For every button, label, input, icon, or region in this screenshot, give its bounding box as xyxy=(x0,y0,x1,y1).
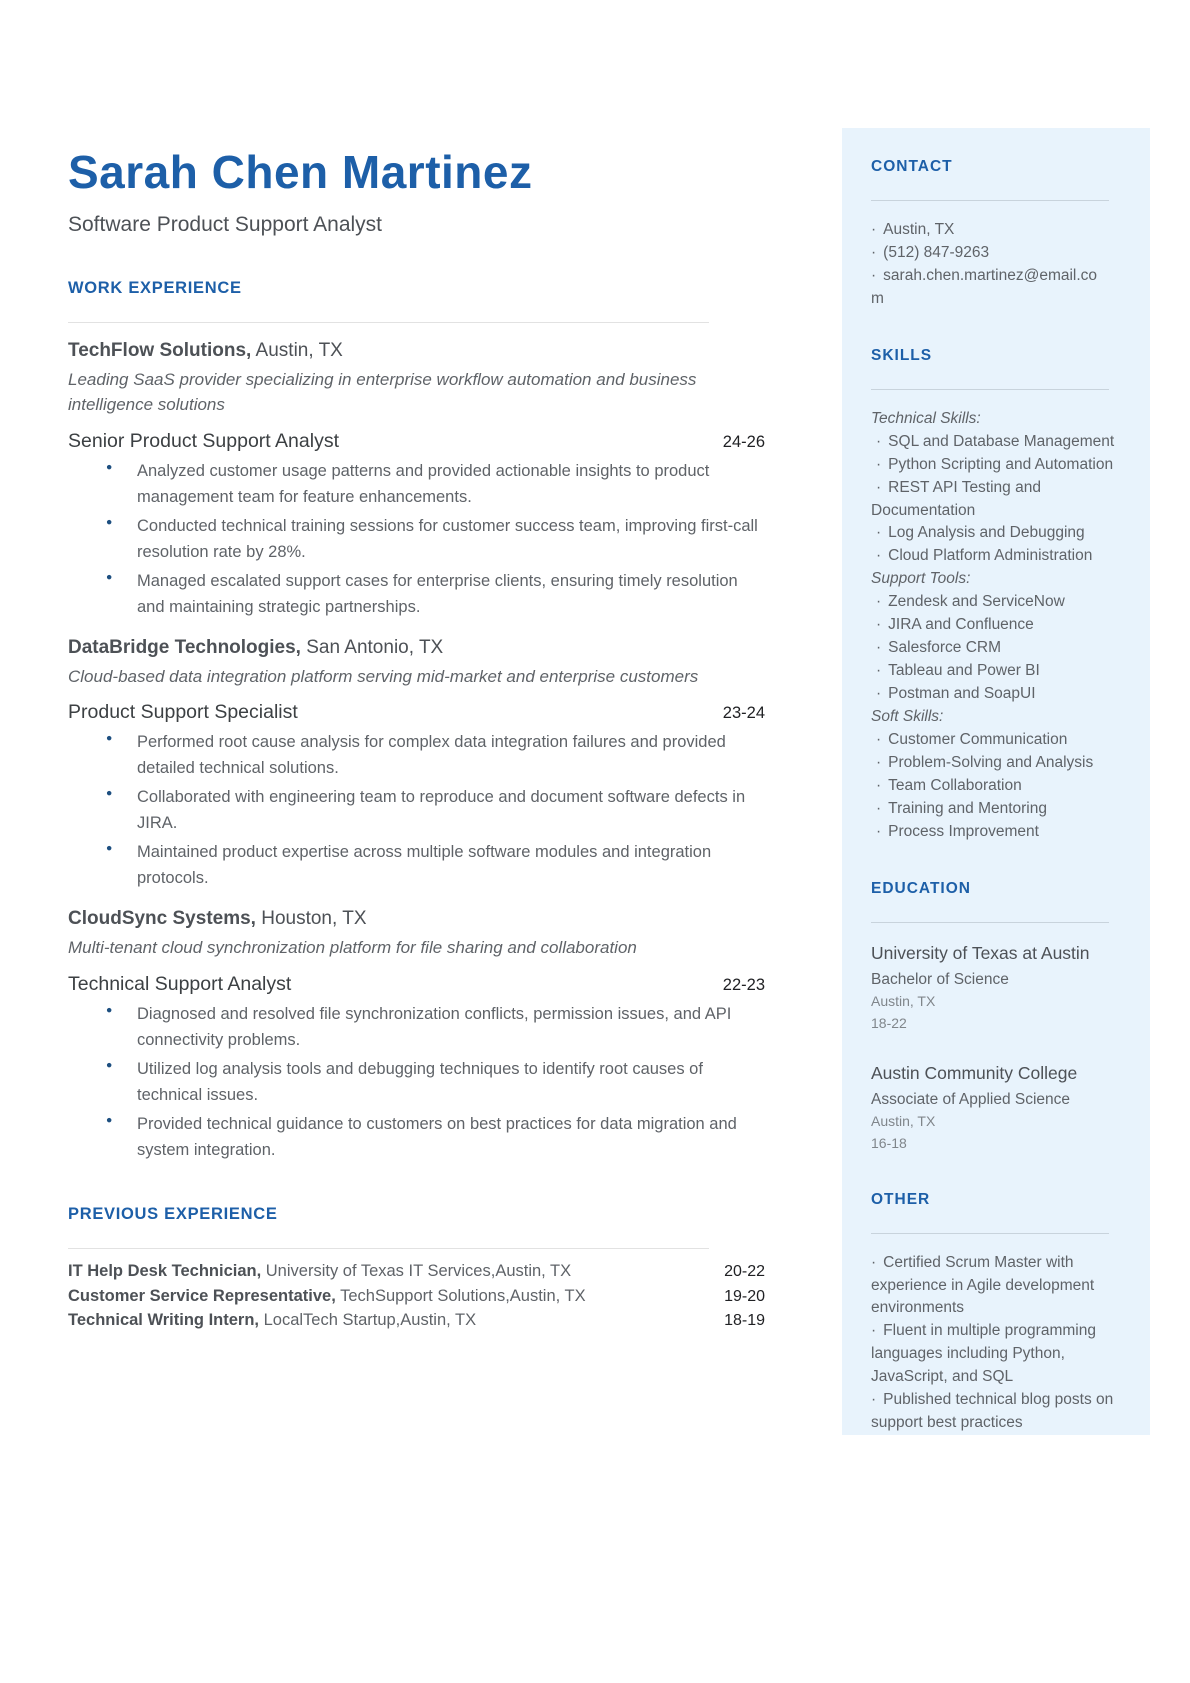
degree: Bachelor of Science xyxy=(871,970,1009,988)
previous-role-line xyxy=(68,1259,571,1283)
job-bullet: ● Performed root cause analysis for complex data integration failures and provided detailed technical solutions. xyxy=(68,729,765,781)
skill-item xyxy=(871,683,1121,706)
previous-dates: 19-20 xyxy=(724,1287,765,1305)
bullet-dot: · xyxy=(876,478,882,496)
skill-item xyxy=(871,431,1121,454)
bullet-dot: · xyxy=(871,1253,877,1271)
role-row xyxy=(68,701,765,724)
company-location: Houston, TX xyxy=(261,908,367,930)
skills-group xyxy=(871,568,1121,706)
job-dates: 22-23 xyxy=(722,975,765,994)
job-entry xyxy=(68,906,765,1163)
skills-group xyxy=(871,706,1121,844)
job-dates: 23-24 xyxy=(722,704,765,723)
bullet-dot: · xyxy=(876,799,882,817)
bullet-dot: · xyxy=(876,593,882,611)
skill-value: SQL and Database Management xyxy=(888,432,1115,450)
skill-item xyxy=(871,821,1121,844)
other-item xyxy=(871,1320,1121,1389)
previous-dates: 20-22 xyxy=(724,1262,765,1280)
skill-item xyxy=(871,729,1121,752)
skills-group xyxy=(871,408,1121,569)
school-location: Austin, TX xyxy=(871,1113,936,1130)
company-line xyxy=(68,906,765,932)
skill-value: Log Analysis and Debugging xyxy=(888,524,1085,542)
job-bullet: ● Analyzed customer usage patterns and provided actionable insights to product management team for feature enhancements. xyxy=(68,458,765,510)
previous-experience-row xyxy=(68,1308,765,1333)
bullet-dot: · xyxy=(876,662,882,680)
previous-experience-row xyxy=(68,1284,765,1309)
skill-item xyxy=(871,522,1121,545)
bullet-dot: · xyxy=(871,243,877,261)
sidebar xyxy=(842,128,1150,1435)
work-experience-jobs xyxy=(68,338,765,1163)
education-list xyxy=(871,941,1121,1155)
skill-item xyxy=(871,775,1121,798)
job-bullet: ● Utilized log analysis tools and debugging techniques to identify root causes of technical issues. xyxy=(68,1056,765,1108)
sidebar-divider xyxy=(871,389,1109,390)
bullet-dot: · xyxy=(871,1391,877,1409)
person-name: Sarah Chen Martinez xyxy=(68,146,533,198)
school-location: Austin, TX xyxy=(871,993,936,1010)
skills-groups xyxy=(871,408,1121,844)
job-title: Senior Product Support Analyst xyxy=(68,429,339,452)
skill-item xyxy=(871,545,1121,568)
other-list xyxy=(871,1252,1121,1436)
previous-org: LocalTech Startup,Austin, TX xyxy=(263,1311,477,1330)
contact-value: sarah.chen.martinez@email.com xyxy=(871,266,1098,307)
skill-value: Python Scripting and Automation xyxy=(888,455,1114,473)
job-bullet-list xyxy=(68,458,765,620)
role-row xyxy=(68,430,765,453)
bullet-dot: · xyxy=(876,685,882,702)
skill-item xyxy=(871,591,1121,614)
bullet-dot: · xyxy=(876,547,882,565)
skill-item xyxy=(871,477,1121,523)
previous-role-line xyxy=(68,1308,476,1332)
previous-experience-heading: PREVIOUS EXPERIENCE xyxy=(68,1204,278,1223)
company-description: Multi-tenant cloud synchronization platform for file sharing and collaboration xyxy=(68,938,637,958)
bullet-dot: · xyxy=(876,432,882,450)
section-divider xyxy=(68,322,709,323)
school-dates: 16-18 xyxy=(871,1134,907,1151)
skill-value: REST API Testing and Documentation xyxy=(871,478,1041,519)
company-name: DataBridge Technologies, xyxy=(68,636,301,658)
skill-item xyxy=(871,454,1121,477)
previous-org: University of Texas IT Services,Austin, TX xyxy=(265,1261,572,1280)
bullet-dot: · xyxy=(871,221,877,238)
skill-value: Zendesk and ServiceNow xyxy=(888,593,1065,611)
skills-group-label: Technical Skills: xyxy=(871,409,981,427)
education-entry xyxy=(871,941,1121,1035)
work-experience-heading: WORK EXPERIENCE xyxy=(68,278,242,297)
contact-item xyxy=(871,219,1109,242)
skill-item xyxy=(871,752,1121,775)
role-row xyxy=(68,973,765,996)
job-bullet-list xyxy=(68,1001,765,1163)
main-column xyxy=(68,146,765,1333)
skill-value: Tableau and Power BI xyxy=(888,662,1040,680)
company-line xyxy=(68,338,765,364)
bullet-dot: · xyxy=(876,616,882,634)
bullet-dot: · xyxy=(876,524,882,542)
skills-heading: SKILLS xyxy=(871,346,933,364)
skills-group-label: Soft Skills: xyxy=(871,707,944,725)
skill-value: Postman and SoapUI xyxy=(888,685,1036,702)
education-heading: EDUCATION xyxy=(871,879,971,897)
previous-org: TechSupport Solutions,Austin, TX xyxy=(340,1286,586,1305)
other-value: Fluent in multiple programming languages including Python, JavaScript, and SQL xyxy=(871,1322,1096,1386)
school-dates: 18-22 xyxy=(871,1014,907,1031)
bullet-dot: · xyxy=(876,730,882,748)
job-bullet: ● Maintained product expertise across multiple software modules and integration protocols. xyxy=(68,839,765,891)
previous-experience-row xyxy=(68,1259,765,1284)
previous-role-line xyxy=(68,1284,586,1308)
bullet-dot: · xyxy=(876,753,882,771)
skill-value: Salesforce CRM xyxy=(888,639,1002,657)
person-title: Software Product Support Analyst xyxy=(68,212,383,236)
job-bullet: ● Conducted technical training sessions for customer success team, improving first-call resolution rate by 28%. xyxy=(68,513,765,565)
degree: Associate of Applied Science xyxy=(871,1090,1071,1108)
contact-value: Austin, TX xyxy=(883,221,955,238)
bullet-dot: · xyxy=(871,266,877,284)
sidebar-divider xyxy=(871,200,1109,201)
job-title: Product Support Specialist xyxy=(68,701,298,724)
sidebar-divider xyxy=(871,1233,1109,1234)
skill-item xyxy=(871,637,1121,660)
job-dates: 24-26 xyxy=(722,432,765,451)
previous-dates: 18-19 xyxy=(724,1312,765,1330)
contact-item xyxy=(871,242,1109,265)
skill-value: JIRA and Confluence xyxy=(888,616,1034,634)
company-location: San Antonio, TX xyxy=(306,636,444,658)
job-entry xyxy=(68,338,765,620)
contact-item xyxy=(871,265,1109,311)
skills-group-items xyxy=(871,729,1121,844)
job-bullet: ● Provided technical guidance to customers on best practices for data migration and system integration. xyxy=(68,1111,765,1163)
job-entry xyxy=(68,635,765,892)
job-bullet-list xyxy=(68,729,765,891)
skill-item xyxy=(871,660,1121,683)
company-name: TechFlow Solutions, xyxy=(68,339,252,361)
job-bullet: ● Collaborated with engineering team to reproduce and document software defects in JIRA. xyxy=(68,784,765,836)
skill-item xyxy=(871,614,1121,637)
previous-role: Customer Service Representative, xyxy=(68,1286,336,1305)
company-description: Leading SaaS provider specializing in enterprise workflow automation and business intelligence solutions xyxy=(68,369,697,415)
contact-list xyxy=(871,219,1121,311)
job-bullet: ● Managed escalated support cases for enterprise clients, ensuring timely resolution and maintaining strategic partnerships. xyxy=(68,568,765,620)
skill-value: Training and Mentoring xyxy=(888,799,1047,817)
job-title: Technical Support Analyst xyxy=(68,972,292,995)
company-line xyxy=(68,635,765,661)
skill-value: Problem-Solving and Analysis xyxy=(888,753,1094,771)
previous-experience-list xyxy=(68,1259,765,1333)
skills-group-label: Support Tools: xyxy=(871,570,971,588)
bullet-dot: · xyxy=(876,822,882,840)
other-item xyxy=(871,1389,1121,1435)
company-name: CloudSync Systems, xyxy=(68,908,256,930)
bullet-dot: · xyxy=(876,455,882,473)
bullet-dot: · xyxy=(876,776,882,794)
other-value: Certified Scrum Master with experience in Agile development environments xyxy=(871,1253,1095,1317)
section-divider xyxy=(68,1248,709,1249)
other-item xyxy=(871,1252,1121,1321)
contact-heading: CONTACT xyxy=(871,158,953,175)
company-description: Cloud-based data integration platform serving mid-market and enterprise customers xyxy=(68,666,699,686)
bullet-dot: · xyxy=(871,1322,877,1340)
education-entry xyxy=(871,1061,1121,1155)
skill-value: Customer Communication xyxy=(888,730,1068,748)
skills-group-items xyxy=(871,591,1121,706)
sidebar-divider xyxy=(871,922,1109,923)
school-name: University of Texas at Austin xyxy=(871,942,1090,963)
other-value: Published technical blog posts on support best practices xyxy=(871,1391,1114,1432)
company-location: Austin, TX xyxy=(255,339,343,361)
other-heading: OTHER xyxy=(871,1190,931,1208)
skill-value: Cloud Platform Administration xyxy=(888,547,1093,565)
skill-item xyxy=(871,798,1121,821)
previous-role: Technical Writing Intern, xyxy=(68,1311,259,1330)
skill-value: Team Collaboration xyxy=(888,776,1022,794)
skills-group-items xyxy=(871,431,1121,569)
contact-value: (512) 847-9263 xyxy=(883,243,990,261)
school-name: Austin Community College xyxy=(871,1062,1078,1083)
skill-value: Process Improvement xyxy=(888,822,1039,840)
previous-role: IT Help Desk Technician, xyxy=(68,1261,262,1280)
job-bullet: ● Diagnosed and resolved file synchronization conflicts, permission issues, and API connectivity problems. xyxy=(68,1001,765,1053)
bullet-dot: · xyxy=(876,639,882,657)
